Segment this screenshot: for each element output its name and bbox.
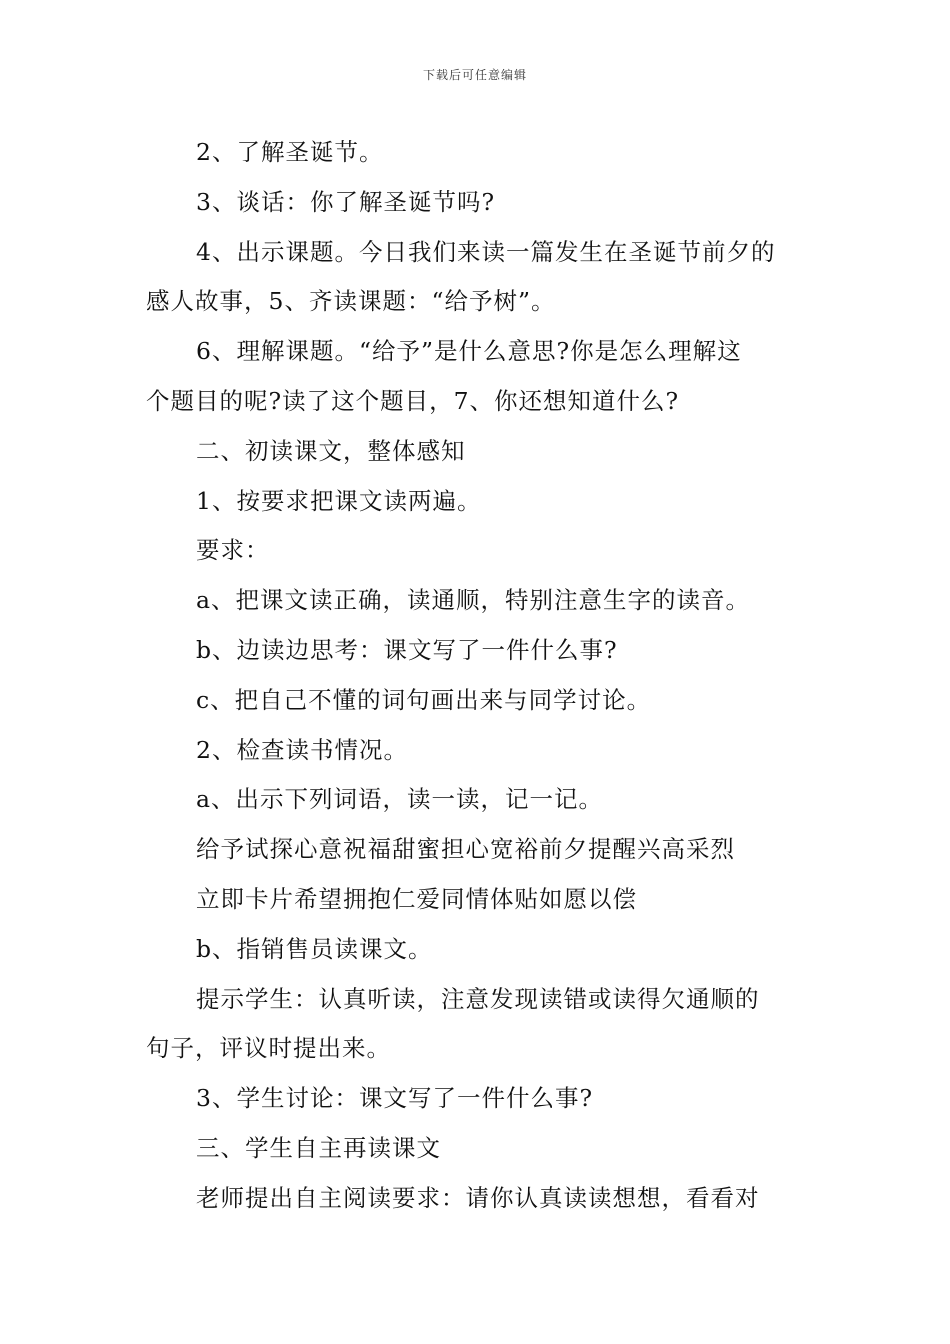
paragraph-line: b、边读边思考：课文写了一件什么事? (196, 635, 618, 664)
paragraph-line: 个题目的呢?读了这个题目，7、你还想知道什么? (146, 386, 680, 415)
paragraph-line: 句子，评议时提出来。 (146, 1034, 391, 1063)
paragraph-line: 6、理解课题。“给予”是什么意思?你是怎么理解这 (196, 337, 742, 366)
paragraph-line: 1、按要求把课文读两遍。 (196, 486, 482, 515)
paragraph-line: 4、出示课题。今日我们来读一篇发生在圣诞节前夕的 (196, 237, 776, 266)
document-body (146, 128, 810, 1224)
paragraph-line: 3、学生讨论：课文写了一件什么事? (196, 1084, 594, 1113)
vocabulary-line: 立即卡片希望拥抱仁爱同情体贴如愿以偿 (196, 884, 637, 913)
paragraph-line: b、指销售员读课文。 (196, 934, 433, 963)
paragraph-line: c、把自己不懂的词句画出来与同学讨论。 (196, 685, 652, 714)
section-heading: 三、学生自主再读课文 (196, 1133, 441, 1162)
paragraph-line: 要求： (196, 536, 270, 565)
paragraph-line: 2、了解圣诞节。 (196, 138, 384, 166)
paragraph-line: 老师提出自主阅读要求：请你认真读读想想，看看对 (196, 1183, 760, 1212)
vocabulary-line: 给予试探心意祝福甜蜜担心宽裕前夕提醒兴高采烈 (196, 835, 735, 864)
page-header: 下载后可任意编辑 (422, 68, 527, 82)
section-heading: 二、初读课文，整体感知 (196, 436, 466, 465)
paragraph-line: 提示学生：认真听读，注意发现读错或读得欠通顺的 (196, 984, 760, 1013)
paragraph-line: a、出示下列词语，读一读，记一记。 (196, 785, 604, 814)
paragraph-line: 2、检查读书情况。 (196, 735, 408, 764)
paragraph-line: 感人故事，5、齐读课题：“给予树”。 (146, 287, 556, 316)
paragraph-line: 3、谈话：你了解圣诞节吗? (196, 187, 496, 216)
paragraph-line: a、把课文读正确，读通顺，特别注意生字的读音。 (196, 586, 751, 615)
